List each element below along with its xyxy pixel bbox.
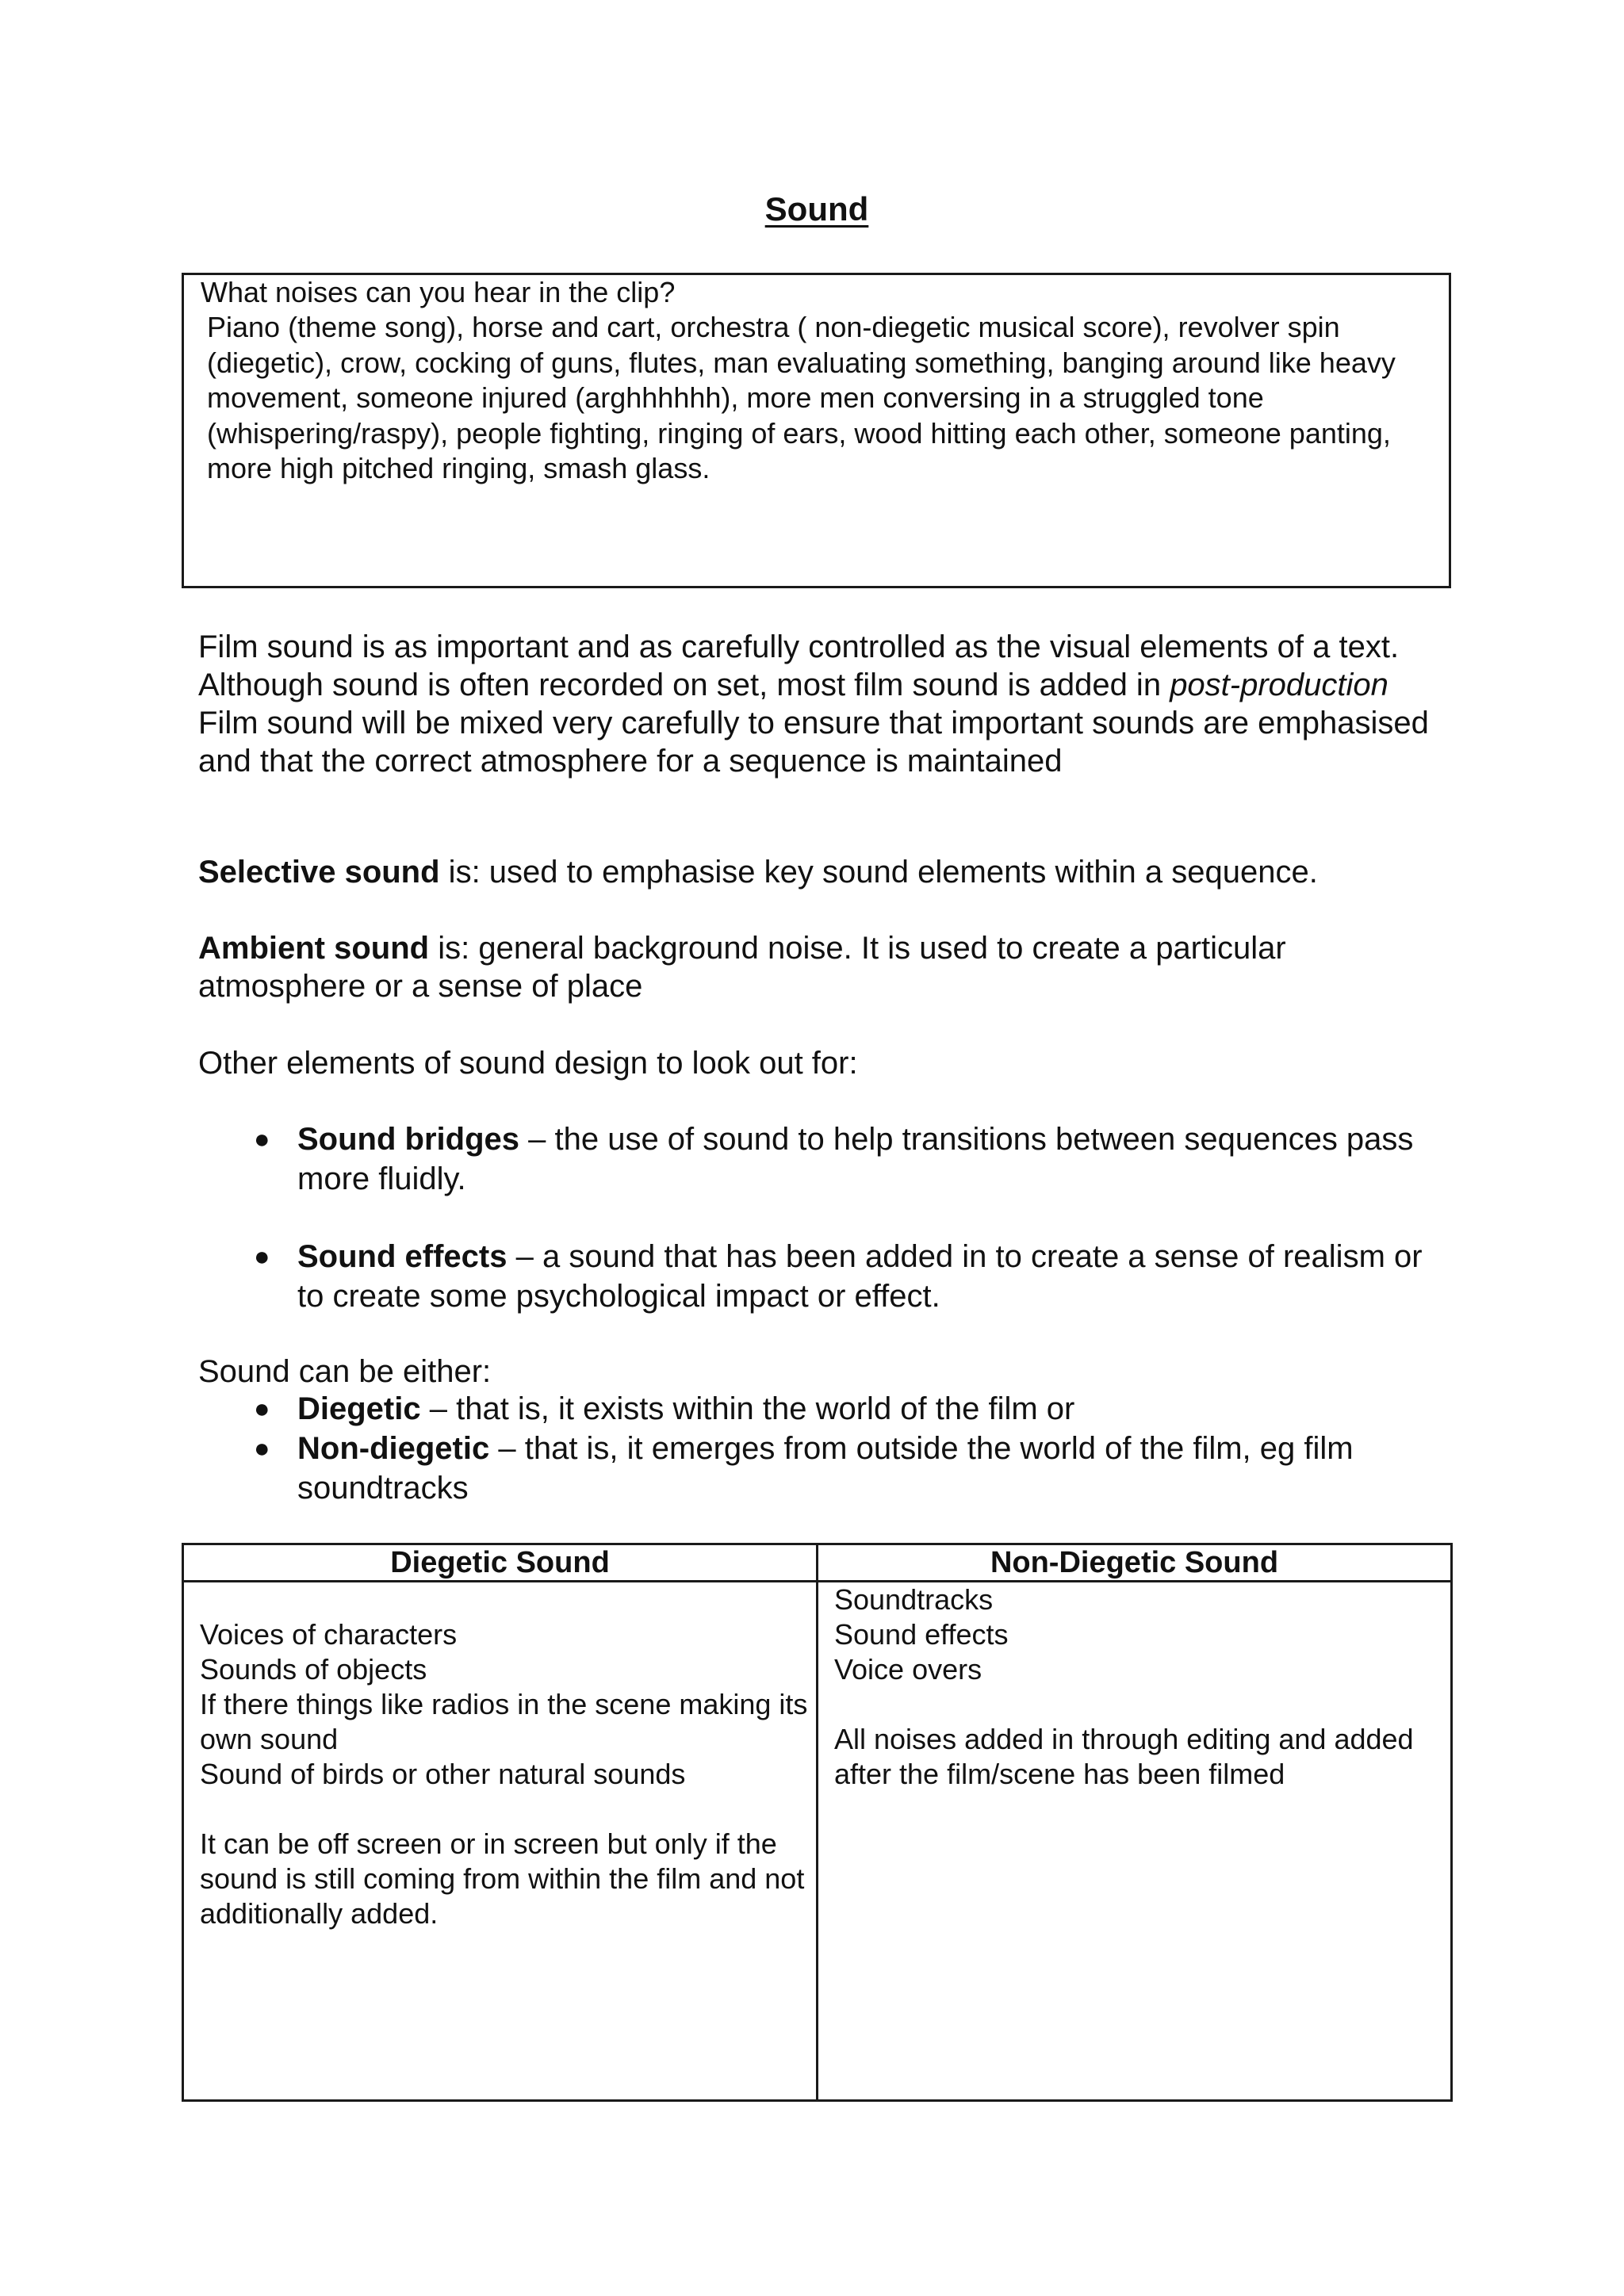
element-term: Sound effects bbox=[297, 1239, 508, 1274]
intro-paragraph-2: Film sound will be mixed very carefully to ensure that important sounds are emphasised and that the correct atmosphere for a sequence is maintained bbox=[198, 706, 1429, 779]
list-item bbox=[198, 1389, 1451, 1429]
cell-line: Sound effects bbox=[834, 1618, 1009, 1651]
table-row bbox=[183, 1582, 1452, 2101]
type-term: Non-diegetic bbox=[297, 1431, 490, 1466]
sound-types-list bbox=[198, 1389, 1451, 1508]
intro-italic-term: post-production bbox=[1170, 668, 1388, 702]
bullet-icon: ● bbox=[254, 1124, 270, 1154]
selective-sound-definition bbox=[198, 853, 1435, 891]
sound-comparison-table bbox=[182, 1543, 1453, 2102]
intro-text: Film sound is as important and as carefully controlled as the visual elements of a text. Although sound is often recorded on set, most film sound is added in bbox=[198, 629, 1400, 702]
clip-question: What noises can you hear in the clip? bbox=[201, 276, 676, 308]
cell-line bbox=[834, 1687, 1442, 1722]
bullet-icon: ● bbox=[254, 1394, 270, 1424]
cell-line: Sounds of objects bbox=[200, 1653, 427, 1686]
cell-line: Sound of birds or other natural sounds bbox=[200, 1758, 686, 1790]
cell-line: Voices of characters bbox=[200, 1618, 458, 1651]
other-elements-heading: Other elements of sound design to look out for: bbox=[198, 1046, 858, 1081]
ambient-sound-term: Ambient sound bbox=[198, 931, 430, 966]
cell-line bbox=[200, 1582, 808, 1617]
sound-elements-list bbox=[198, 1119, 1451, 1316]
either-heading: Sound can be either: bbox=[198, 1354, 492, 1389]
cell-line: Soundtracks bbox=[834, 1583, 994, 1616]
element-definition: – the use of sound to help transitions between sequences pass more fluidly. bbox=[297, 1122, 1414, 1196]
type-definition: – that is, it exists within the world of the film or bbox=[420, 1391, 1075, 1426]
table-header-row bbox=[183, 1544, 1452, 1582]
cell-line: Voice overs bbox=[834, 1653, 982, 1686]
list-item bbox=[198, 1237, 1451, 1316]
selective-sound-term: Selective sound bbox=[198, 855, 440, 890]
page-title: Sound bbox=[764, 190, 869, 228]
bullet-icon: ● bbox=[254, 1433, 270, 1464]
selective-sound-text: is: used to emphasise key sound elements within a sequence. bbox=[439, 855, 1318, 890]
diegetic-cell bbox=[183, 1582, 818, 2101]
bullet-icon: ● bbox=[254, 1242, 270, 1272]
cell-line bbox=[200, 1792, 808, 1827]
type-definition: – that is, it emerges from outside the world of the film, eg film soundtracks bbox=[297, 1431, 1354, 1506]
ambient-sound-definition bbox=[198, 929, 1435, 1005]
element-definition: – a sound that has been added in to create a sense of realism or to create some psychological impact or effect. bbox=[297, 1239, 1423, 1314]
type-term: Diegetic bbox=[297, 1391, 421, 1426]
list-item bbox=[198, 1429, 1451, 1508]
clip-answer: Piano (theme song), horse and cart, orchestra ( non-diegetic musical score), revolver spin (diegetic), crow, cocking of guns, flutes, man evaluating something, banging around like heavy movement, someone injured (arghhhhhh), more men conversing in a struggled tone (whispering/raspy), people fighting, ringing of ears, wood hitting each other, someone panting, more high pitched ringing, smash glass. bbox=[207, 311, 1396, 484]
cell-line: It can be off screen or in screen but only if the sound is still coming from within the film and not additionally added. bbox=[200, 1827, 805, 1930]
non-diegetic-header: Non-Diegetic Sound bbox=[818, 1544, 1452, 1582]
clip-noises-box bbox=[182, 273, 1451, 588]
cell-line: All noises added in through editing and added after the film/scene has been filmed bbox=[834, 1723, 1414, 1790]
list-item bbox=[198, 1119, 1451, 1199]
diegetic-header: Diegetic Sound bbox=[183, 1544, 818, 1582]
ambient-sound-text: is: general background noise. It is used to create a particular atmosphere or a sense of place bbox=[198, 931, 1286, 1004]
non-diegetic-cell bbox=[818, 1582, 1452, 2101]
cell-line: If there things like radios in the scene making its own sound bbox=[200, 1688, 808, 1755]
intro-section bbox=[198, 628, 1435, 780]
intro-paragraph-1 bbox=[198, 628, 1435, 704]
element-term: Sound bridges bbox=[297, 1122, 519, 1157]
